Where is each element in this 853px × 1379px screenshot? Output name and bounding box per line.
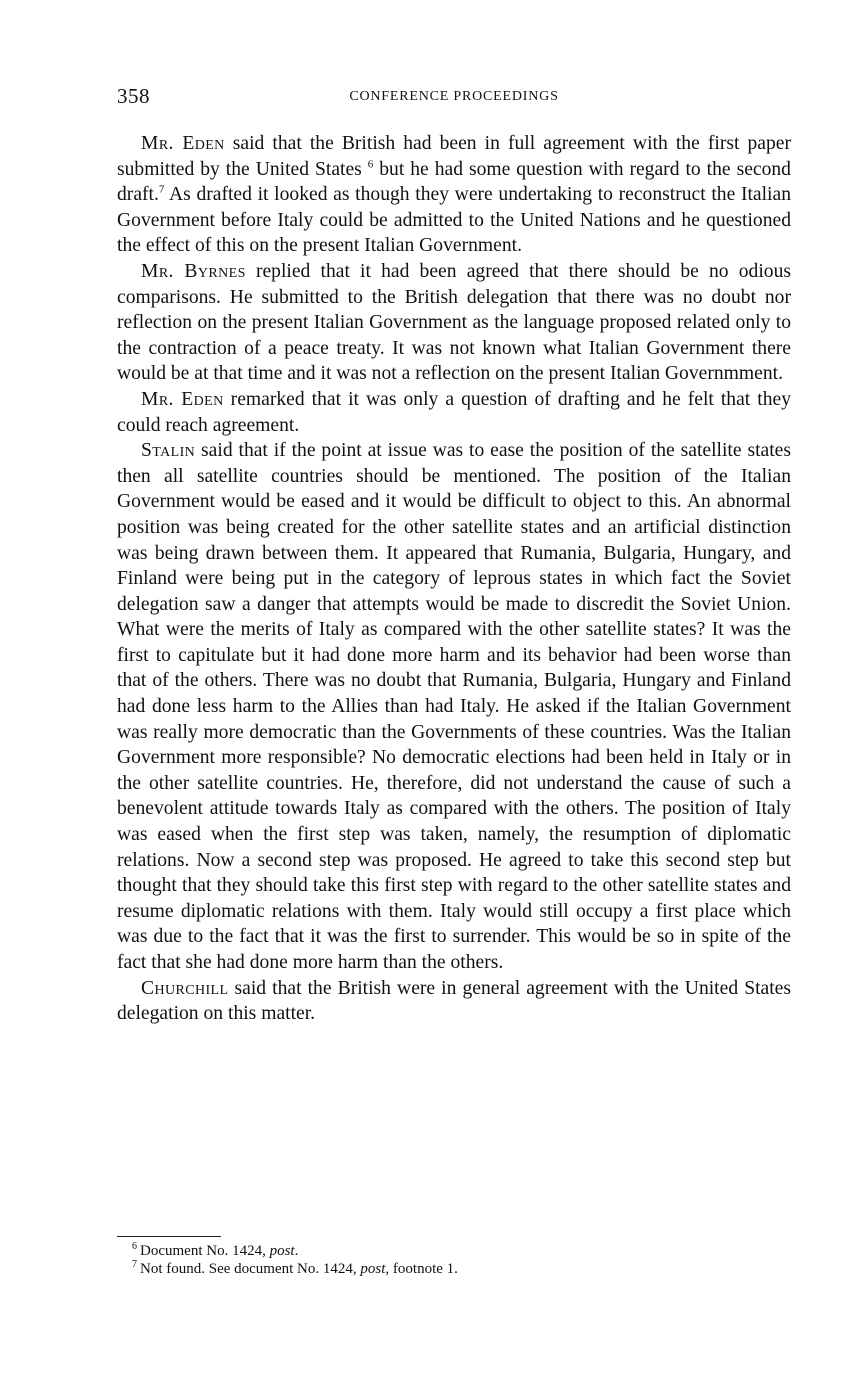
paragraph-text: said that the British were in general agreement with the United States delegation on this matter. xyxy=(117,977,791,1025)
page-number: 358 xyxy=(117,84,150,108)
footnote-text: . xyxy=(294,1243,299,1259)
footnote-reference: 7 xyxy=(158,183,165,196)
paragraph-text: but he had some question with regard to the second draft. xyxy=(117,158,791,206)
footnote-italic: post xyxy=(360,1261,386,1277)
footnotes xyxy=(132,1242,772,1278)
speaker-name: Mr. Eden xyxy=(141,133,225,154)
running-head: CONFERENCE PROCEEDINGS xyxy=(349,89,559,104)
paragraph-churchill xyxy=(117,976,791,1027)
speaker-name: Stalin xyxy=(141,440,196,462)
footnote-mark: 7 xyxy=(132,1259,137,1270)
paragraph-stalin xyxy=(117,438,791,975)
page-header xyxy=(117,84,791,114)
footnote-6 xyxy=(132,1242,772,1260)
footnote-text: Document No. 1424, xyxy=(140,1243,270,1259)
footnote-7 xyxy=(132,1260,772,1278)
footnote-text: , footnote 1. xyxy=(385,1261,458,1277)
speaker-name: Mr. Byrnes xyxy=(141,260,246,282)
paragraph-eden-1 xyxy=(117,131,791,259)
paragraph-text: said that the British had been in full agreement with the first paper submitted by the United States xyxy=(117,133,791,180)
footnote-mark: 6 xyxy=(132,1241,137,1252)
footnote-reference: 6 xyxy=(367,158,374,171)
paragraph-text: replied that it had been agreed that there should be no odious comparisons. He submitted to the British delegation that there was no doubt nor reflection on the present Italian Government as the language proposed related only to the contraction of a peace treaty. It was not known what Italian Government there would be at that time and it was not a reflection on the present Italian Governmment. xyxy=(117,260,792,385)
speaker-name: Churchill xyxy=(141,977,229,999)
paragraph-text: As drafted it looked as though they were undertaking to reconstruct the Italian Government before Italy could be admitted to the United Nations and he questioned the effect of this on the present Italian Government. xyxy=(117,184,791,257)
paragraph-text: said that if the point at issue was to ease the position of the satellite states then all satellite countries should be mentioned. The position of the Italian Government would be eased and it would be difficult to object to this. An abnormal position was being created for the other satellite states and an artificial distinction was being drawn between them. It appeared that Rumania, Bulgaria, Hungary, and Finland were being put in the category of leprous states in which fact the Soviet delegation saw a danger that attempts would be made to discredit the Soviet Union. What were the merits of Italy as compared with the other satellite states? It was the first to capitulate but it had done more harm and its behavior had been worse than that of the others. There was no doubt that Rumania, Bulgaria, Hungary and Finland had done less harm to the Allies than had Italy. He asked if the Italian Government was really more democratic than the Governments of these countries. Was the Italian Government more responsible? No democratic elections had been held in Italy or in the other satellite countries. He, therefore, did not understand the cause of such a benevolent attitude towards Italy as compared with the others. The position of Italy was eased when the first step was taken, namely, the resumption of diplomatic relations. Now a second step was proposed. He agreed to take this second step but thought that they should take this first step with regard to the other satellite states and resume diplomatic relations with them. Italy would still occupy a first place which was due to the fact that it was the first to surrender. This would be so in spite of the fact that she had done more harm than the others. xyxy=(117,440,791,973)
paragraph-eden-2 xyxy=(117,387,791,438)
footnote-divider xyxy=(117,1236,221,1237)
footnote-italic: post xyxy=(269,1243,295,1259)
footnote-text: Not found. See document No. 1424, xyxy=(140,1261,361,1277)
body-text xyxy=(117,131,791,1027)
speaker-name: Mr. Eden xyxy=(141,388,224,410)
paragraph-text: remarked that it was only a question of drafting and he felt that they could reach agreement. xyxy=(117,388,792,436)
paragraph-byrnes xyxy=(117,259,791,387)
